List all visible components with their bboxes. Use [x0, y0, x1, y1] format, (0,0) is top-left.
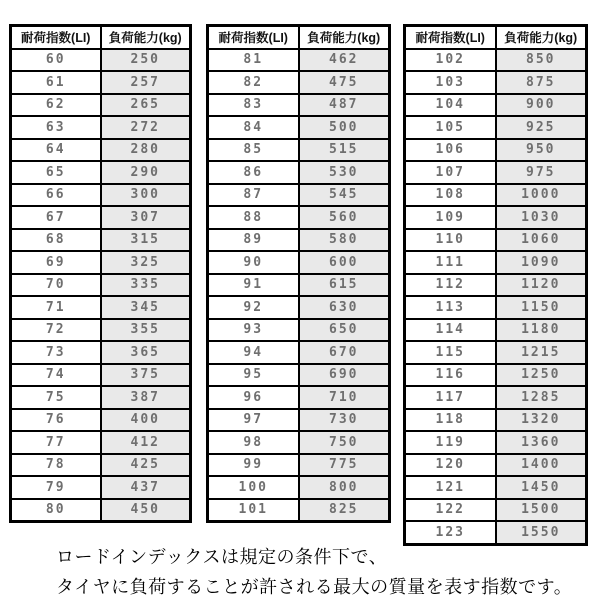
load-capacity-cell: 1400: [496, 454, 587, 477]
table-row: [11, 409, 191, 432]
load-capacity-cell: 365: [101, 341, 191, 364]
load-capacity-cell: 250: [101, 49, 191, 72]
load-index-cell: 99: [208, 454, 299, 477]
load-index-cell: 93: [208, 319, 299, 342]
load-index-cell: 64: [11, 139, 101, 162]
load-index-cell: 95: [208, 364, 299, 387]
table-row: [405, 251, 587, 274]
load-capacity-cell: 300: [101, 184, 191, 207]
load-capacity-cell: 1285: [496, 386, 587, 409]
table-row: [11, 229, 191, 252]
load-capacity-cell: 975: [496, 161, 587, 184]
load-index-cell: 106: [405, 139, 496, 162]
table-row: [405, 521, 587, 544]
load-index-cell: 110: [405, 229, 496, 252]
load-index-cell: 101: [208, 499, 299, 522]
table-row: [11, 431, 191, 454]
load-capacity-cell: 515: [299, 139, 390, 162]
load-index-cell: 89: [208, 229, 299, 252]
load-capacity-cell: 650: [299, 319, 390, 342]
load-index-cell: 79: [11, 476, 101, 499]
load-index-cell: 81: [208, 49, 299, 72]
load-index-cell: 80: [11, 499, 101, 522]
load-capacity-cell: 1180: [496, 319, 587, 342]
load-capacity-cell: 1500: [496, 499, 587, 522]
col-header-load-capacity: 負荷能力(kg): [101, 26, 191, 49]
load-capacity-cell: 1060: [496, 229, 587, 252]
load-capacity-cell: 630: [299, 296, 390, 319]
table-row: [11, 71, 191, 94]
load-capacity-cell: 1550: [496, 521, 587, 544]
load-index-cell: 116: [405, 364, 496, 387]
load-index-table-81-101: [206, 24, 391, 523]
load-index-cell: 65: [11, 161, 101, 184]
table-row: [208, 476, 390, 499]
table-row: [208, 71, 390, 94]
load-index-cell: 115: [405, 341, 496, 364]
load-capacity-cell: 850: [496, 49, 587, 72]
load-index-cell: 62: [11, 94, 101, 117]
table-row: [405, 499, 587, 522]
table-row: [405, 476, 587, 499]
table-row: [405, 296, 587, 319]
table-row: [208, 251, 390, 274]
footer-note-line-2: タイヤに負荷することが許される最大の質量を表す指数です。: [56, 577, 573, 597]
table-row: [405, 184, 587, 207]
load-index-cell: 73: [11, 341, 101, 364]
load-capacity-cell: 450: [101, 499, 191, 522]
table-row: [405, 386, 587, 409]
load-capacity-cell: 290: [101, 161, 191, 184]
load-index-cell: 82: [208, 71, 299, 94]
load-index-cell: 118: [405, 409, 496, 432]
load-capacity-cell: 307: [101, 206, 191, 229]
load-index-cell: 119: [405, 431, 496, 454]
load-capacity-cell: 265: [101, 94, 191, 117]
table-row: [405, 161, 587, 184]
load-index-cell: 78: [11, 454, 101, 477]
table-row: [11, 206, 191, 229]
load-capacity-cell: 615: [299, 274, 390, 297]
table-row: [11, 499, 191, 522]
table-row: [208, 454, 390, 477]
load-index-cell: 90: [208, 251, 299, 274]
load-capacity-cell: 900: [496, 94, 587, 117]
table-row: [208, 431, 390, 454]
load-capacity-cell: 1030: [496, 206, 587, 229]
load-index-cell: 88: [208, 206, 299, 229]
table-row: [11, 94, 191, 117]
load-index-cell: 87: [208, 184, 299, 207]
table-row: [11, 296, 191, 319]
load-index-cell: 91: [208, 274, 299, 297]
load-capacity-cell: 825: [299, 499, 390, 522]
load-index-cell: 120: [405, 454, 496, 477]
col-header-load-capacity: 負荷能力(kg): [496, 26, 587, 49]
load-capacity-cell: 272: [101, 116, 191, 139]
load-capacity-cell: 545: [299, 184, 390, 207]
load-capacity-cell: 257: [101, 71, 191, 94]
load-index-cell: 69: [11, 251, 101, 274]
table-row: [208, 274, 390, 297]
table-row: [11, 341, 191, 364]
table-row: [405, 94, 587, 117]
table-row: [208, 409, 390, 432]
load-capacity-cell: 710: [299, 386, 390, 409]
load-index-cell: 83: [208, 94, 299, 117]
load-index-cell: 70: [11, 274, 101, 297]
table-row: [208, 364, 390, 387]
load-capacity-cell: 425: [101, 454, 191, 477]
table-row: [11, 139, 191, 162]
table-row: [405, 139, 587, 162]
table-row: [11, 251, 191, 274]
load-index-cell: 67: [11, 206, 101, 229]
load-index-cell: 112: [405, 274, 496, 297]
col-header-load-index: 耐荷指数(LI): [208, 26, 299, 49]
table-row: [11, 184, 191, 207]
load-index-cell: 117: [405, 386, 496, 409]
table-row: [405, 341, 587, 364]
load-index-cell: 74: [11, 364, 101, 387]
table-row: [11, 386, 191, 409]
load-index-cell: 94: [208, 341, 299, 364]
table-row: [208, 341, 390, 364]
table-row: [405, 206, 587, 229]
table-row: [208, 94, 390, 117]
load-capacity-cell: 875: [496, 71, 587, 94]
table-row: [405, 409, 587, 432]
table-row: [11, 319, 191, 342]
table-row: [405, 49, 587, 72]
col-header-load-index: 耐荷指数(LI): [11, 26, 101, 49]
table-row: [11, 476, 191, 499]
load-index-table-102-123: [403, 24, 588, 546]
table-row: [208, 499, 390, 522]
load-capacity-cell: 500: [299, 116, 390, 139]
footer-note-line-1: ロードインデックスは規定の条件下で、: [56, 547, 388, 567]
load-index-cell: 98: [208, 431, 299, 454]
table-row: [405, 364, 587, 387]
table-row: [11, 161, 191, 184]
load-capacity-cell: 530: [299, 161, 390, 184]
load-capacity-cell: 730: [299, 409, 390, 432]
load-capacity-cell: 1360: [496, 431, 587, 454]
load-capacity-cell: 950: [496, 139, 587, 162]
load-capacity-cell: 462: [299, 49, 390, 72]
table-row: [405, 319, 587, 342]
load-capacity-cell: 487: [299, 94, 390, 117]
load-index-cell: 92: [208, 296, 299, 319]
load-capacity-cell: 400: [101, 409, 191, 432]
load-capacity-cell: 1120: [496, 274, 587, 297]
load-index-cell: 104: [405, 94, 496, 117]
load-index-cell: 113: [405, 296, 496, 319]
load-index-cell: 76: [11, 409, 101, 432]
load-capacity-cell: 1215: [496, 341, 587, 364]
load-capacity-cell: 750: [299, 431, 390, 454]
load-capacity-cell: 387: [101, 386, 191, 409]
footer-note: [56, 542, 572, 602]
load-capacity-cell: 475: [299, 71, 390, 94]
load-capacity-cell: 335: [101, 274, 191, 297]
table-row: [11, 116, 191, 139]
load-capacity-cell: 670: [299, 341, 390, 364]
load-capacity-cell: 925: [496, 116, 587, 139]
load-index-cell: 100: [208, 476, 299, 499]
load-index-table-60-80: [9, 24, 192, 523]
load-index-cell: 72: [11, 319, 101, 342]
table-row: [208, 49, 390, 72]
load-index-cell: 108: [405, 184, 496, 207]
load-capacity-cell: 345: [101, 296, 191, 319]
load-capacity-cell: 375: [101, 364, 191, 387]
table-row: [208, 296, 390, 319]
load-index-cell: 86: [208, 161, 299, 184]
table-row: [11, 49, 191, 72]
col-header-load-index: 耐荷指数(LI): [405, 26, 496, 49]
table-row: [11, 274, 191, 297]
table-row: [208, 206, 390, 229]
load-index-cell: 107: [405, 161, 496, 184]
load-index-cell: 63: [11, 116, 101, 139]
table-row: [208, 319, 390, 342]
load-capacity-cell: 1000: [496, 184, 587, 207]
table-row: [405, 229, 587, 252]
load-index-cell: 105: [405, 116, 496, 139]
table-header-row: [11, 26, 191, 49]
load-capacity-cell: 1250: [496, 364, 587, 387]
load-index-cell: 122: [405, 499, 496, 522]
load-index-cell: 109: [405, 206, 496, 229]
table-row: [405, 71, 587, 94]
load-index-cell: 96: [208, 386, 299, 409]
load-index-cell: 66: [11, 184, 101, 207]
table-row: [405, 431, 587, 454]
table-header-row: [208, 26, 390, 49]
load-capacity-cell: 315: [101, 229, 191, 252]
load-index-cell: 60: [11, 49, 101, 72]
load-index-cell: 71: [11, 296, 101, 319]
load-capacity-cell: 580: [299, 229, 390, 252]
load-index-cell: 102: [405, 49, 496, 72]
load-index-cell: 114: [405, 319, 496, 342]
load-capacity-cell: 600: [299, 251, 390, 274]
load-index-cell: 103: [405, 71, 496, 94]
load-capacity-cell: 1150: [496, 296, 587, 319]
table-row: [405, 454, 587, 477]
table-header-row: [405, 26, 587, 49]
load-capacity-cell: 325: [101, 251, 191, 274]
load-index-cell: 68: [11, 229, 101, 252]
table-row: [11, 454, 191, 477]
load-capacity-cell: 690: [299, 364, 390, 387]
load-capacity-cell: 560: [299, 206, 390, 229]
load-capacity-cell: 1320: [496, 409, 587, 432]
col-header-load-capacity: 負荷能力(kg): [299, 26, 390, 49]
table-row: [208, 386, 390, 409]
load-index-cell: 85: [208, 139, 299, 162]
table-row: [208, 116, 390, 139]
load-index-cell: 61: [11, 71, 101, 94]
table-row: [11, 364, 191, 387]
table-row: [405, 274, 587, 297]
load-index-cell: 77: [11, 431, 101, 454]
load-capacity-cell: 437: [101, 476, 191, 499]
table-row: [208, 184, 390, 207]
load-index-cell: 84: [208, 116, 299, 139]
load-capacity-cell: 1450: [496, 476, 587, 499]
load-capacity-cell: 800: [299, 476, 390, 499]
load-index-cell: 97: [208, 409, 299, 432]
table-row: [208, 161, 390, 184]
table-row: [208, 139, 390, 162]
load-capacity-cell: 355: [101, 319, 191, 342]
load-index-cell: 111: [405, 251, 496, 274]
load-index-cell: 75: [11, 386, 101, 409]
load-capacity-cell: 280: [101, 139, 191, 162]
load-capacity-cell: 1090: [496, 251, 587, 274]
load-index-cell: 123: [405, 521, 496, 544]
table-row: [208, 229, 390, 252]
table-row: [405, 116, 587, 139]
load-capacity-cell: 775: [299, 454, 390, 477]
load-capacity-cell: 412: [101, 431, 191, 454]
load-index-cell: 121: [405, 476, 496, 499]
